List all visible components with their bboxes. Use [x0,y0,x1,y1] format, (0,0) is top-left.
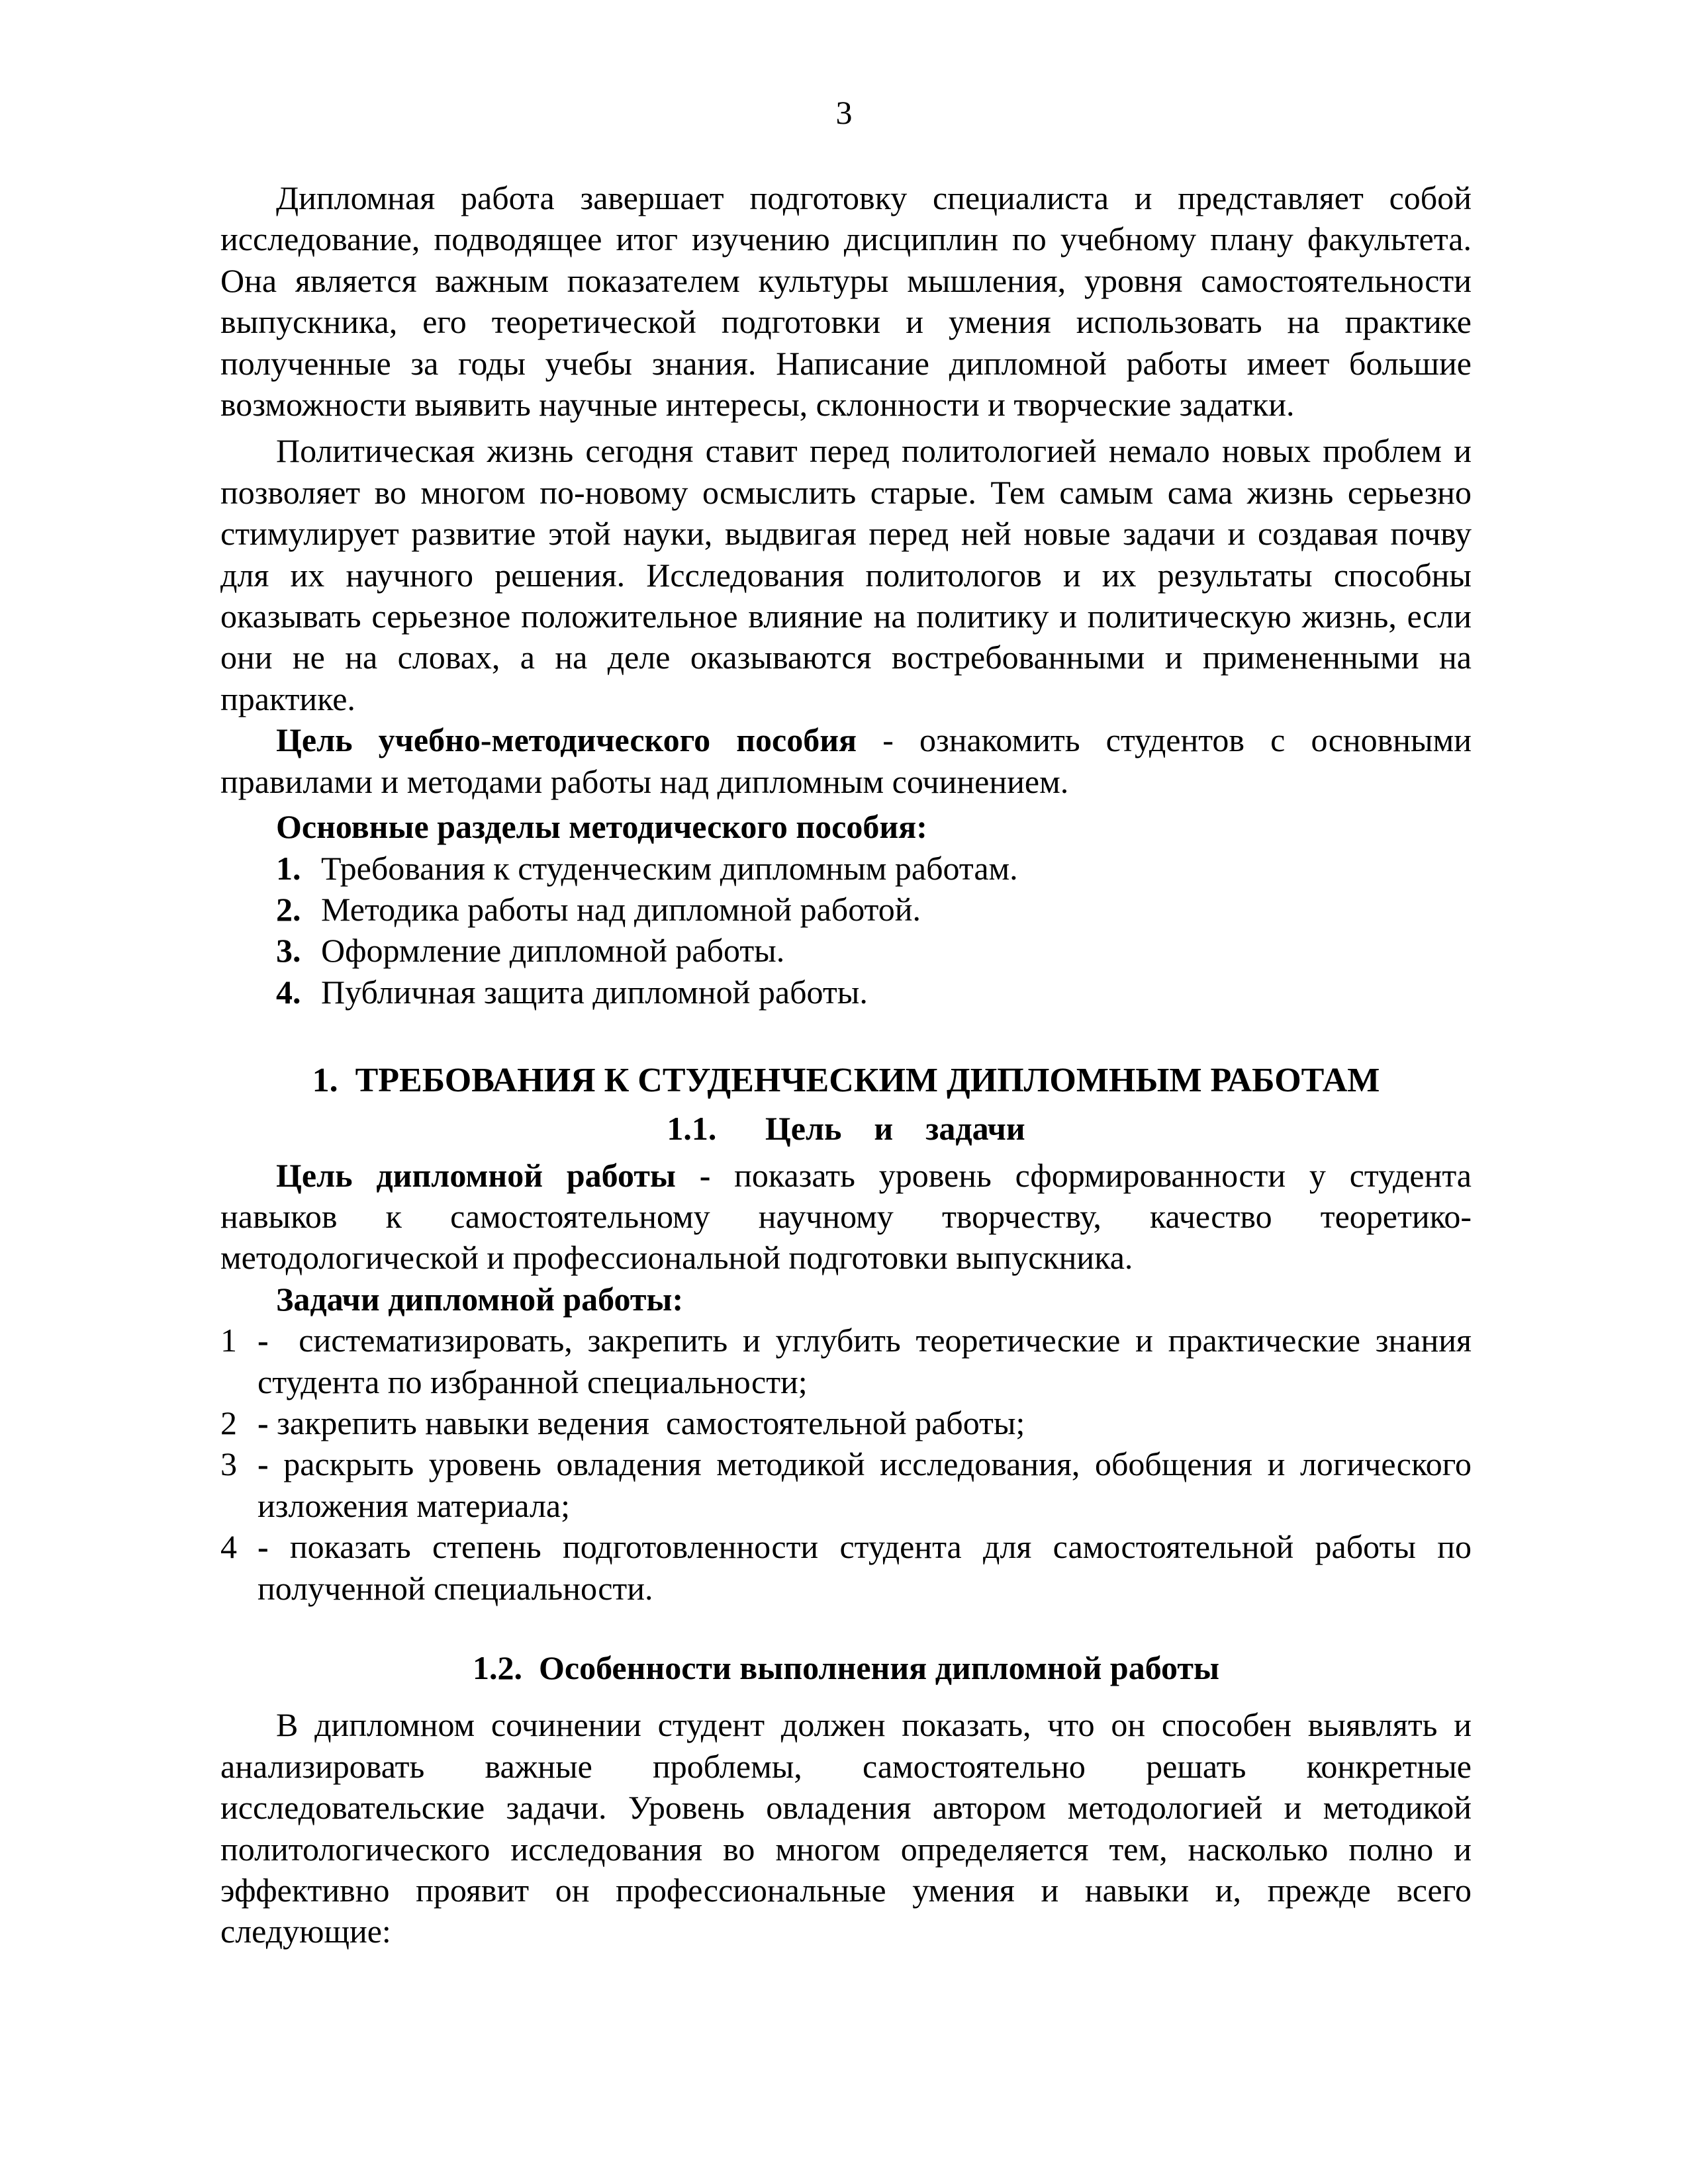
tasks-list [220,1320,1480,1609]
list-item-dash: - [258,1322,269,1359]
subsection-heading-goals: 1.1. Цель и задачи [667,1110,1025,1148]
list-item-dash: - [258,1404,269,1441]
thesis-goal-paragraph [220,1155,1472,1279]
list-item [220,848,1472,889]
list-item-number: 3. [276,932,301,970]
list-item-text: показать степень подготовленности студента для самостоятельной работы по полученной специальности. [258,1528,1480,1607]
list-item [220,972,1472,1013]
list-item-dash: - [258,1528,269,1566]
tasks-heading: Задачи дипломной работы: [276,1280,684,1318]
list-item-number: 4 [220,1528,237,1566]
list-item-text: Требования к студенческим дипломным работам. [321,849,1018,887]
intro-paragraph-2: Политическая жизнь сегодня ставит перед политологией немало новых проблем и позволяет во многом по-новому осмыслить старые. Тем самым сама жизнь серьезно стимулирует развитие этой науки, выдвигая перед ней новые задачи и создавая почву для их научного решения. Исследования политологов и их результаты способны оказывать серьезное положительное влияние на политику и политическую жизнь, если они не на словах, а на деле оказываются востребованными и примененными на практике. [220,432,1472,717]
page-content [220,177,1480,1952]
list-item-number: 1. [276,849,301,887]
list-item-text: Оформление дипломной работы. [321,932,785,970]
list-item [220,1402,1472,1443]
features-paragraph: В дипломном сочинении студент должен показать, что он способен выявлять и анализировать важные проблемы, самостоятельно решать конкретные исследовательские задачи. Уровень овладения автором методологией и методикой политологического исследования во многом определяется тем, насколько полно и эффективно проявит он профессиональные умения и навыки и, прежде всего следующие: [220,1706,1472,1950]
manual-goal-paragraph [220,719,1472,802]
subsection-heading-features: 1.2. Особенности выполнения дипломной работы [473,1649,1219,1686]
sections-list [220,848,1472,1013]
list-item-text: Методика работы над дипломной работой. [321,890,921,928]
thesis-goal-text: показать уровень сформированности у студента навыков к самостоятельному научному творчеству, качество теоретико-методологической и профессиональной подготовки выпускника. [220,1156,1472,1277]
sections-heading: Основные разделы методического пособия: [276,808,927,846]
list-item [220,889,1472,930]
manual-goal-text: - ознакомить студентов с основными правилами и методами работы над дипломным сочинением. [220,721,1472,800]
list-item-text: раскрыть уровень овладения методикой исследования, обобщения и логического изложения материала; [258,1445,1480,1524]
page-number: 3 [835,94,853,131]
list-item-number: 2. [276,890,301,928]
list-item-text: закрепить навыки ведения самостоятельной работы; [268,1404,1025,1441]
intro-paragraph-1: Дипломная работа завершает подготовку специалиста и представляет собой исследование, подводящее итог изучению дисциплин по учебному плану факультета. Она является важным показателем культуры мышления, уровня самостоятельности выпускника, его теоретической подготовки и умения использовать на практике полученные за годы учебы знания. Написание дипломной работы имеет большие возможности выявить научные интересы, склонности и творческие задатки. [220,179,1472,424]
list-item-number: 1 [220,1322,237,1359]
list-item-number: 4. [276,973,301,1011]
list-item-dash: - [258,1445,269,1483]
thesis-goal-label: Цель дипломной работы - [276,1156,711,1194]
list-item [220,1320,1480,1402]
list-item-number: 2 [220,1404,237,1441]
list-item [220,1443,1480,1526]
manual-goal-label: Цель учебно-методического пособия [276,721,857,759]
list-item [220,1526,1480,1609]
list-item-text: систематизировать, закрепить и углубить теоретические и практические знания студента по избранной специальности; [258,1322,1480,1400]
list-item-number: 3 [220,1445,237,1483]
list-item [220,930,1472,971]
list-item-text: Публичная защита дипломной работы. [321,973,868,1011]
chapter-heading: 1. ТРЕБОВАНИЯ К СТУДЕНЧЕСКИМ ДИПЛОМНЫМ РАБОТАМ [312,1062,1380,1100]
